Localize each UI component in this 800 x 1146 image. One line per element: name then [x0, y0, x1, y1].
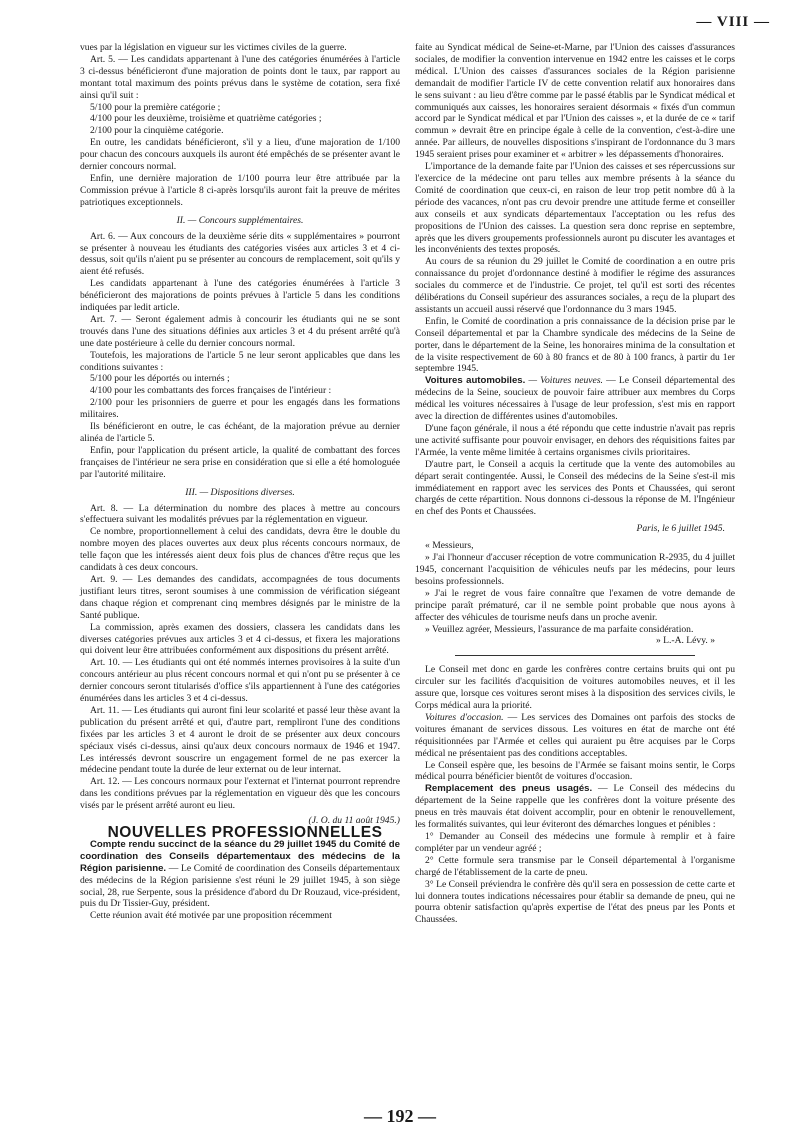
page-roman-numeral: — VIII —: [696, 14, 770, 30]
paragraph: 4/100 pour les combattants des forces françaises de l'intérieur :: [90, 385, 332, 397]
paragraph: 4/100 pour les deuxième, troisième et quatrième catégories ;: [90, 113, 322, 125]
subsection-body: — Le Conseil des médecins du département de la Seine rappelle que les confrères dont la voiture présente des pneus en très mauvais état doivent accomplir, pour en obtenir le renouvellement, les formalités suivantes, qui leur éviteront des démarches longues et pénibles :: [415, 783, 736, 831]
page-number: — 192 —: [364, 1106, 436, 1126]
article-columns: [80, 42, 780, 1102]
paragraph: 3° Le Conseil préviendra le confrère dès qu'il sera en possession de cette carte et lui donnera toutes indications nécessaires pour établir sa demande de pneu, qui ne pourra obtenir satisfaction qu'après expertise de l'état des pneus par les Ponts et Chaussées.: [415, 878, 735, 926]
paragraph: Enfin, une dernière majoration de 1/100 pourra leur être attribuée par la Commission prévue à l'article 8 ci-après lorsqu'ils auront fait la preuve de mérites patriotiques exceptionnels.: [80, 172, 400, 208]
paragraph: Le Conseil met donc en garde les confrères contre certains bruits qui ont pu circuler sur les facilités d'acquisition de voitures automobiles neuves, et il les assure que, lorsque ces voitures seront mises à la disposition des services civils, le Corps médical aura la priorité.: [415, 664, 735, 712]
paragraph: L'importance de la demande faite par l'Union des caisses et ses répercussions sur l'exercice de la médecine ont paru telles aux membre présents à la séance du Comité de coordination que ceux-ci, en raison de leur trop petit nombre dû à la période des vacances, n'ont pas cru devoir prendre une attitude ferme et conseiller aux conseils et aux syndicats départementaux l'acceptation ou les refus des propositions de l'Union des caisses. La question sera donc reprise en septembre, après que les divers groupements professionnels auront pu discuter les avantages et les inconvénients des textes proposés.: [415, 161, 735, 256]
report-title: Compte rendu succinct de la séance du 29 juillet 1945 du Comité de coordination des Conseils départementaux des médecins de la Région parisienne.: [80, 838, 400, 874]
report-body: — Le Comité de coordination des Conseils départementaux des médecins de la Région parisienne s'est réuni le 29 juillet 1945, à son siège social, 28, rue Serpente, sous la présidence d'abord du Dr Rouzaud, vice-président, puis du Dr Tissier-Guy, président.: [80, 862, 400, 910]
paragraph: 2° Cette formule sera transmise par le Conseil départemental à l'organisme chargé de l'établissement de la carte de pneu.: [415, 854, 735, 878]
subsection-title: Voitures automobiles.: [425, 375, 526, 387]
paragraph: 5/100 pour les déportés ou internés ;: [90, 373, 230, 385]
letter-line: » J'ai l'honneur d'accuser réception de votre communication R-2935, du 4 juillet 1945, concernant l'acquisition de véhicules neufs par les médecins, pour leurs besoins professionnels.: [415, 552, 735, 587]
paragraph: Art. 8. — La détermination du nombre des places à mettre au concours s'effectuera suivant les modalités prévues par la réglementation en vigueur.: [80, 502, 400, 526]
paragraph: D'une façon générale, il nous a été répondu que cette industrie n'avait pas repris une activité suffisante pour pouvoir envisager, en dehors des réquisitions faites par l'Armée, la vente même limitée à certains organismes civils prioritaires.: [415, 423, 735, 458]
paragraph: Ils bénéficieront en outre, le cas échéant, de la majoration prévue au dernier alinéa de l'article 5.: [80, 421, 400, 444]
paragraph: [415, 712, 735, 760]
paragraph: 5/100 pour la première catégorie ;: [90, 101, 221, 113]
page-header: [0, 10, 800, 40]
paragraph: Au cours de sa réunion du 29 juillet le Comité de coordination a en outre pris connaissance du projet d'ordonnance destiné à modifier le régime des assurances sociales du commerce et de l'industrie. Ce projet, tel qu'il est sorti des récentes délibérations du Conseil supérieur des assurances sociales, a reçu de la plupart des assistants un accueil aussi réservé que l'ordonnance du 3 mars 1945.: [415, 256, 735, 315]
paragraph: 1° Demander au Conseil des médecins une formule à remplir et à faire compléter par un vendeur agréé ;: [415, 831, 735, 854]
paragraph: Art. 12. — Les concours normaux pour l'externat et l'internat pourront reprendre dans les conditions prévues par la réglementation en vigueur dès que les concours visés par le présent arrêté auront eu lieu.: [80, 776, 400, 812]
paragraph: La commission, après examen des dossiers, classera les candidats dans les diverses catégories prévues aux articles 3 et 4 ci-dessus, et fixera les majorations qui doivent leur être attribuées conformément aux dispositions du présent arrêté.: [80, 621, 400, 657]
right-column: [415, 42, 735, 926]
paragraph: faite au Syndicat médical de Seine-et-Marne, par l'Union des caisses d'assurances sociales, de modifier la convention intervenue en 1942 entre les caisses et le corps médical. L'Union des caisses d'assurances sociales de la Région parisienne demandait de modifier l'article IV de cette convention relatif aux honoraires dans le sens suivant : au lieu d'être comme par le passé établis par le Syndicat médical et communiqués aux caisses, les honoraires seraient désormais « fixés d'un commun accord par le Syndicat médical et par l'Union des caisses », et la durée de ce « tarif commun » devrait être en principe égale à celle de la convention, c'est-à-dire une année. Par ailleurs, de nouvelles dispositions s'inspirant de l'ordonnance du 3 mars 1945 seraient prises pour examiner et « arbitrer » les dépassements d'honoraires.: [415, 42, 735, 161]
subsection-title: Voitures d'occasion.: [425, 711, 504, 723]
paragraph: Les candidats appartenant à l'une des catégories énumérées à l'article 3 bénéficieront des majorations de points prévues à l'article 5 dans les conditions indiquées par ledit article.: [80, 278, 400, 314]
paragraph: Art. 9. — Les demandes des candidats, accompagnées de tous documents justifiant leurs titres, seront soumises à une commission de vérification siégeant dans chaque région et comprenant cinq membres désignés par le ministre de la Santé publique.: [80, 573, 400, 621]
paragraph: Art. 5. — Les candidats appartenant à l'une des catégories énumérées à l'article 3 ci-dessus bénéficieront d'une majoration de points dont le taux, par rapport au montant total maximum des points prévus dans le système de cotation, sera fixé ainsi qu'il suit :: [80, 53, 400, 101]
paragraph: D'autre part, le Conseil a acquis la certitude que la vente des automobiles au départ serait contingentée. Aussi, le Conseil des médecins de la Seine s'est-il mis immédiatement en rapport avec les services des Ponts et Chaussées, qui seront chargés de cette répartition. Nous donnons ci-dessous la réponse de M. l'Ingénieur en chef des Ponts et Chaussées.: [415, 458, 735, 518]
letter-line: « Messieurs,: [425, 540, 474, 552]
paragraph: Enfin, pour l'application du présent article, la qualité de combattant des forces françaises de l'intérieur ne sera prise en considération que si elle a été homologuée par l'autorité militaire.: [80, 444, 400, 480]
paragraph: Toutefois, les majorations de l'article 5 ne leur seront applicables que dans les conditions suivantes :: [80, 349, 400, 373]
section-title: NOUVELLES PROFESSIONNELLES: [107, 824, 383, 841]
section-heading: II. — Concours supplémentaires.: [176, 214, 304, 226]
paragraph: 2/100 pour les prisonniers de guerre et pour les engagés dans les formations militaires.: [80, 397, 400, 421]
letter-date: Paris, le 6 juillet 1945.: [636, 523, 725, 535]
divider: [455, 655, 695, 656]
paragraph: Ce nombre, proportionnellement à celui des candidats, devra être le double du nombre moyen des places ouvertes aux deux plus récents concours normaux, de telle façon que les intéressés aient deux fois plus de chances d'être reçus que les candidats à ces deux concours.: [80, 526, 400, 574]
paragraph: 2/100 pour la cinquième catégorie.: [90, 125, 224, 137]
letter-line: » Veuillez agréer, Messieurs, l'assurance de ma parfaite considération.: [425, 623, 694, 635]
section-heading: III. — Dispositions diverses.: [185, 486, 295, 498]
left-column: [80, 42, 400, 922]
letter-signature: » L.-A. Lévy. »: [655, 635, 715, 647]
subsection-title: Remplacement des pneus usagés.: [425, 783, 593, 795]
paragraph: Art. 10. — Les étudiants qui ont été nommés internes provisoires à la suite d'un concours antérieur au plus récent concours normal et qui n'ont pu se présenter à ce dernier concours seront titularisés d'office s'ils appartiennent à l'une des catégories énumérées dans les articles 3 et 4 ci-dessus.: [80, 657, 400, 705]
paragraph: Le Conseil espère que, les besoins de l'Armée se faisant moins sentir, le Corps médical pourra bénéficier bientôt de voitures d'occasion.: [415, 759, 735, 783]
paragraph: Enfin, le Comité de coordination a pris connaissance de la décision prise par le Conseil départemental et par la Chambre syndicale des médecins de la Seine de porter, dans le département de la Seine, les honoraires minima de la consultation et de la visite respectivement de 60 à 80 francs et de 80 à 100 francs, à partir du 1er septembre 1945.: [415, 315, 735, 375]
paragraph: Art. 7. — Seront également admis à concourir les étudiants qui ne se sont trouvés dans l'une des situations définies aux articles 3 et 4 du présent arrêté qu'à une date postérieure à celle du dernier concours normal.: [80, 313, 400, 349]
paragraph: [415, 375, 735, 423]
subsection-body: — Le Conseil départemental des médecins de la Seine, soucieux de pouvoir faire attribuer aux membres du Corps médical les voitures nécessaires à l'usage de leur profession, s'est mis en rapport avec la direction de différentes usines d'automobiles.: [415, 375, 735, 423]
paragraph: Art. 11. — Les étudiants qui auront fini leur scolarité et passé leur thèse avant la publication du présent arrêté et qui, d'autre part, rempliront l'une des conditions fixées par les articles 3 et 4 auront le droit de se présenter aux deux concours spéciaux visés ci-dessus, ainsi qu'aux deux concours normaux de 1946 et 1947. Les intéressés devront souscrire un engagement formel de ne pas exercer la médecine pendant toute la durée de leur externat ou de leur internat.: [80, 704, 400, 776]
paragraph: [80, 839, 400, 910]
letter-line: » J'ai le regret de vous faire connaître que l'examen de votre demande de principe paraît prématuré, car il ne semble point probable que nous ayons à affecter des véhicules de tourisme neufs dans un proche avenir.: [415, 587, 735, 623]
paragraph: Art. 6. — Aux concours de la deuxième série dits « supplémentaires » pourront se présenter à nouveau les étudiants des catégories visées aux articles 3 et 4 ci-dessus, soit qu'ils n'aient pu se présenter au concours de remplacement, soit qu'ils y aient été refusés.: [80, 230, 400, 278]
paragraph: vues par la législation en vigueur sur les victimes civiles de la guerre.: [80, 42, 347, 53]
paragraph: [415, 783, 735, 831]
subsection-subtitle: — Voitures neuves.: [525, 375, 603, 387]
subsection-body: — Les services des Domaines ont parfois des stocks de voitures émanant de services dissous. Les voitures en état de marche ont été réquisitionnées par l'Armée et celles qui auraient pu être acquises par le Corps médical ne présentaient pas des conditions acceptables.: [415, 711, 735, 759]
paragraph: En outre, les candidats bénéficieront, s'il y a lieu, d'une majoration de 1/100 pour chacun des concours auxquels ils auront été empêchés de se présenter avant le dernier concours normal.: [80, 137, 400, 173]
paragraph: Cette réunion avait été motivée par une proposition récemment: [90, 910, 332, 922]
source-citation: (J. O. du 11 août 1945.): [308, 815, 400, 827]
